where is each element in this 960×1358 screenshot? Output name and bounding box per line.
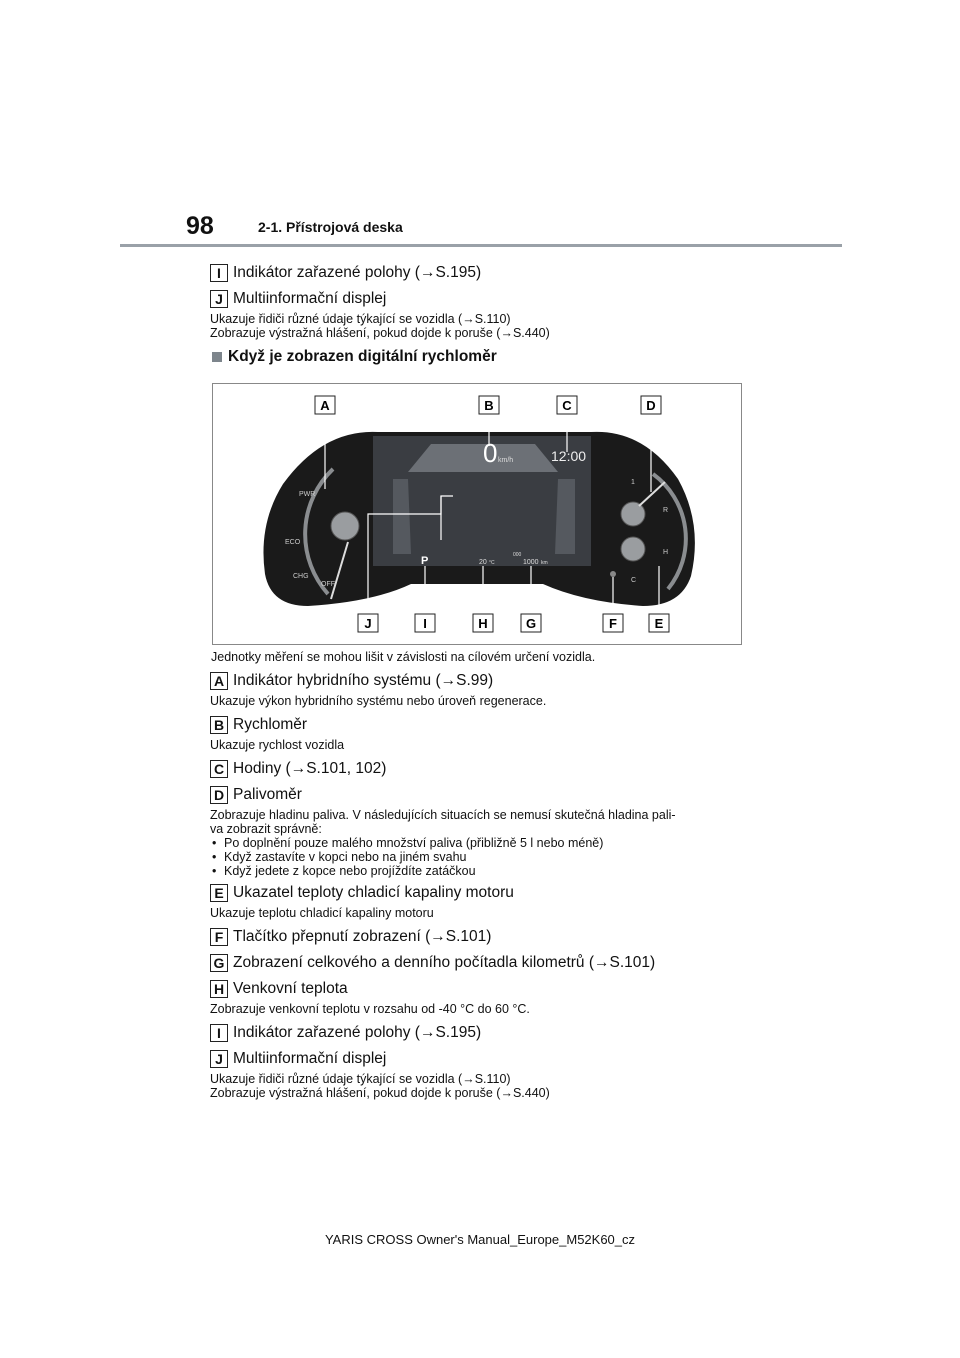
item-desc: Ukazuje řidiči různé údaje týkající se vozidla (→S.110) [210, 312, 511, 326]
item-desc: Ukazuje řidiči různé údaje týkající se vozidla (→S.110) [210, 1072, 511, 1086]
subheading-text: Když je zobrazen digitální rychloměr [228, 348, 497, 365]
item-title: Tlačítko přepnutí zobrazení (→S.101) [233, 928, 492, 945]
top-items [210, 258, 810, 366]
hybrid-scale-chg: CHG [293, 573, 309, 580]
speed-value: 0 [483, 438, 498, 468]
outside-temp-unit: °C [489, 560, 495, 566]
callout-i: I [423, 616, 427, 631]
legend-item-g [210, 952, 810, 974]
fuel-gauge-knob [621, 502, 645, 526]
instrument-cluster-figure [212, 383, 742, 645]
item-desc: Zobrazuje venkovní teplotu v rozsahu od -40 °C do 60 °C. [210, 1002, 530, 1016]
item-letter: B [210, 716, 228, 734]
item-title: Venkovní teplota [233, 980, 348, 997]
item-letter: G [210, 954, 228, 972]
item-letter: E [210, 884, 228, 902]
item-title: Indikátor hybridního systému (→S.99) [233, 672, 494, 689]
square-bullet-icon [212, 352, 222, 362]
bottom-callouts [358, 614, 669, 632]
item-title: Palivoměr [233, 786, 302, 803]
hybrid-scale-off: OFF [321, 581, 335, 588]
header-rule [120, 244, 842, 247]
item-letter: D [210, 786, 228, 804]
left-lane [393, 479, 411, 554]
item-letter: F [210, 928, 228, 946]
footer: YARIS CROSS Owner's Manual_Europe_M52K60_cz [324, 1232, 636, 1247]
bullet-item: • Když jedete z kopce nebo projíždíte zatáčkou [210, 864, 810, 878]
legend-item-e [210, 882, 810, 920]
item-title: Indikátor zařazené polohy (→S.195) [233, 264, 482, 281]
gear-indicator: P [421, 555, 429, 567]
section-title: 2-1. Přístrojová deska [258, 219, 403, 235]
item-title: Zobrazení celkového a denního počítadla kilometrů (→S.101) [233, 954, 656, 971]
item-desc: va zobrazit správně: [210, 822, 322, 836]
fuel-scale-r: R [663, 507, 669, 514]
item-letter: J [210, 290, 228, 308]
item-letter: I [210, 1024, 228, 1042]
callout-b: B [484, 398, 494, 413]
callout-d: D [646, 398, 656, 413]
top-callouts [315, 396, 661, 414]
item-letter: H [210, 980, 228, 998]
hybrid-scale-pwr: PWR [299, 491, 316, 498]
item-title: Indikátor zařazené polohy (→S.195) [233, 1024, 482, 1041]
page-number: 98 [186, 212, 214, 240]
callout-e: E [654, 616, 664, 631]
temp-gauge-knob [621, 537, 645, 561]
callout-f: F [609, 616, 617, 631]
cluster-illustration [213, 384, 741, 644]
hybrid-gauge-knob [331, 512, 359, 540]
item-letter: I [210, 264, 228, 282]
display-switch-button-icon [610, 571, 616, 577]
speed-unit: km/h [498, 457, 514, 464]
top-item-j [210, 288, 810, 340]
item-title: Rychloměr [233, 716, 308, 733]
callout-a: A [320, 398, 330, 413]
temp-scale-h: H [663, 549, 669, 556]
clock-value: 12:00 [551, 448, 587, 464]
legend-item-i [210, 1022, 810, 1044]
callout-c: C [562, 398, 572, 413]
item-title: Multiinformační displej [233, 1050, 387, 1067]
legend-item-f [210, 926, 810, 948]
item-letter: J [210, 1050, 228, 1068]
trip-value: 000 [513, 552, 522, 558]
outside-temp: 20 [479, 559, 487, 566]
item-title: Ukazatel teploty chladicí kapaliny motoru [233, 884, 514, 901]
legend-item-j [210, 1048, 810, 1100]
bullet-item: • Když zastavíte v kopci nebo na jiném svahu [210, 850, 810, 864]
right-lane [555, 479, 575, 554]
odo-unit: km [541, 560, 548, 566]
item-letter: A [210, 672, 228, 690]
item-desc: Zobrazuje hladinu paliva. V následujících situacích se nemusí skutečná hladina pali- [210, 808, 676, 822]
legend-item-b [210, 714, 810, 752]
top-item-i [210, 262, 810, 284]
fuel-scale-1: 1 [631, 479, 635, 486]
subheading [210, 348, 810, 366]
callout-h: H [478, 616, 488, 631]
odo-value: 1000 [523, 559, 539, 566]
item-title: Multiinformační displej [233, 290, 387, 307]
callout-g: G [525, 616, 537, 631]
item-title: Hodiny (→S.101, 102) [233, 760, 387, 777]
item-desc: Zobrazuje výstražná hlášení, pokud dojde k poruše (→S.440) [210, 1086, 550, 1100]
legend-item-d [210, 784, 810, 878]
hybrid-scale-eco: ECO [285, 539, 301, 546]
item-desc: Ukazuje teplotu chladicí kapaliny motoru [210, 906, 434, 920]
legend-items [210, 666, 810, 1106]
item-desc: Ukazuje rychlost vozidla [210, 738, 345, 752]
temp-scale-c: C [631, 577, 637, 584]
item-letter: C [210, 760, 228, 778]
item-desc: Zobrazuje výstražná hlášení, pokud dojde k poruše (→S.440) [210, 326, 550, 340]
legend-item-a [210, 670, 810, 708]
bullet-list [210, 836, 810, 878]
bullet-item: • Po doplnění pouze malého množství paliva (přibližně 5 l nebo méně) [210, 836, 810, 850]
callout-j: J [364, 616, 372, 631]
legend-item-h [210, 978, 810, 1016]
item-desc: Ukazuje výkon hybridního systému nebo úroveň regenerace. [210, 694, 547, 708]
legend-item-c [210, 758, 810, 780]
figure-caption: Jednotky měření se mohou lišit v závislosti na cílovém určení vozidla. [211, 650, 596, 664]
